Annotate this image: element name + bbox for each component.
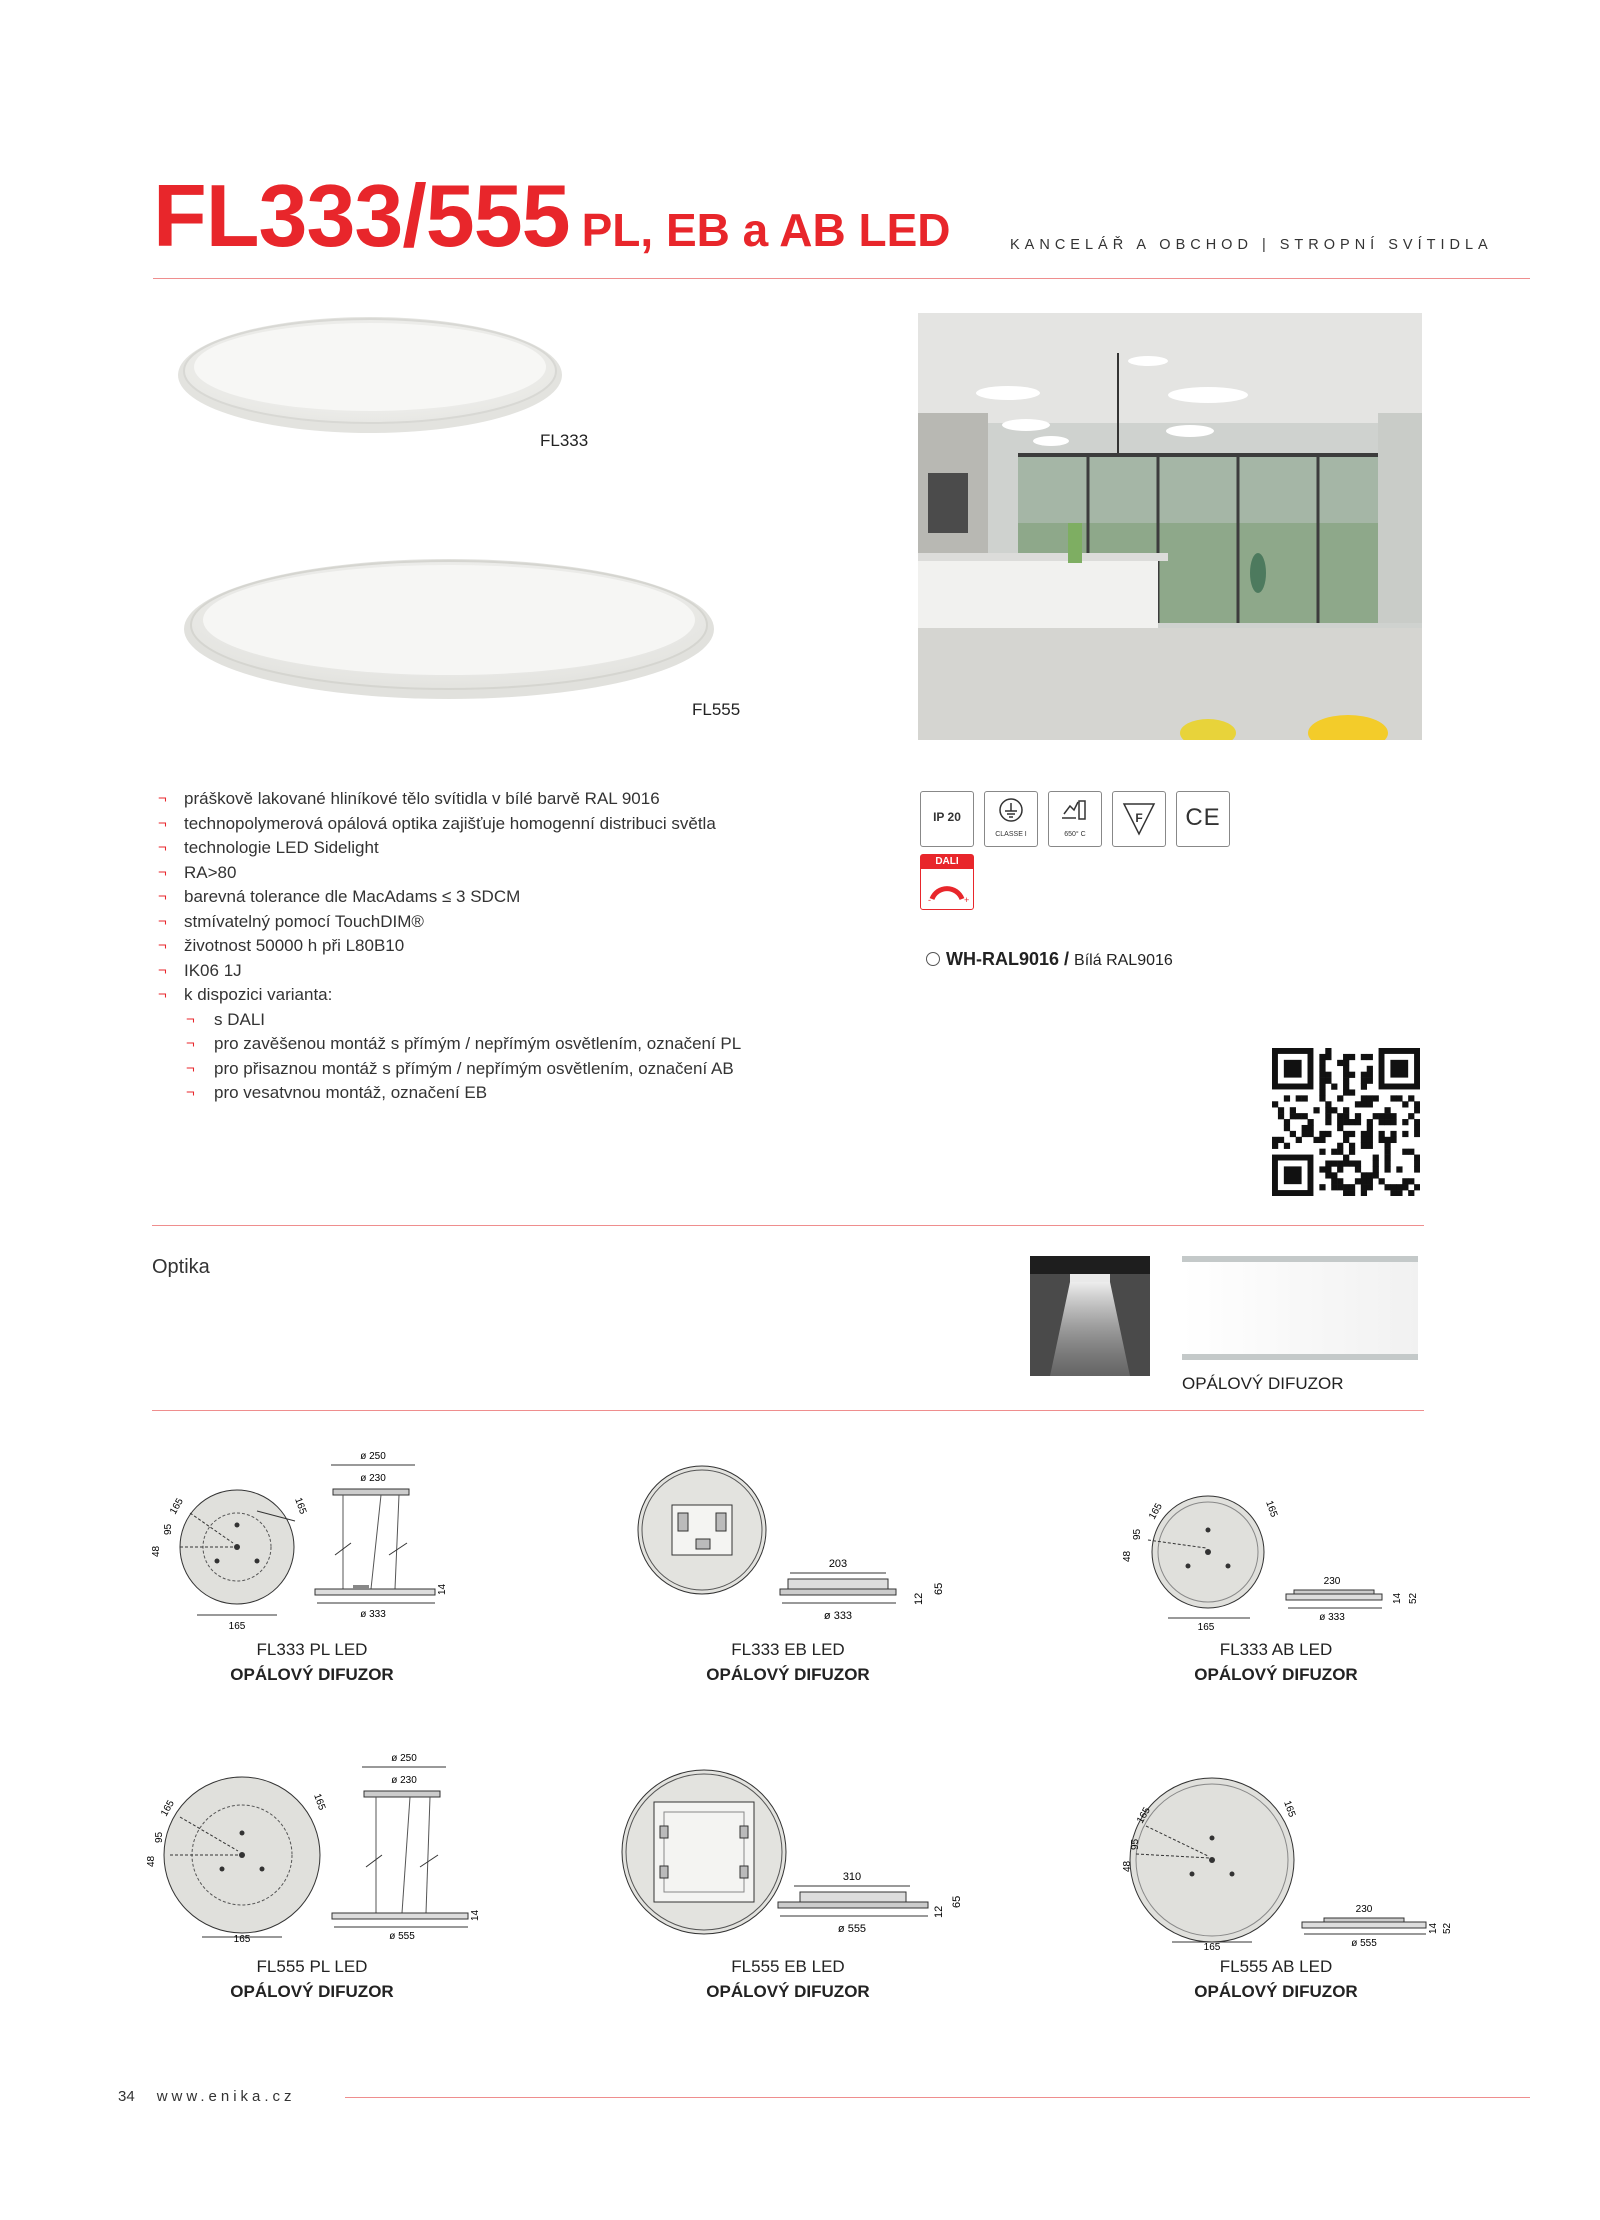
dim-text: ø 555 <box>1351 1938 1377 1949</box>
section-divider <box>152 1410 1424 1411</box>
dim-text: ø 333 <box>360 1609 386 1620</box>
dim-text: 14 <box>1428 1922 1439 1934</box>
feature-item: ¬ životnost 50000 h při L80B10 <box>158 934 741 959</box>
variant-name: Bílá RAL9016 <box>1074 952 1173 969</box>
dim-text: 230 <box>1355 1904 1373 1915</box>
model-name: FL333 PL LED <box>256 1640 368 1659</box>
dim-text: 48 <box>1122 1550 1133 1562</box>
dimming-arc-icon <box>922 869 972 907</box>
ce-icon <box>1176 791 1230 847</box>
feature-item: ¬ technologie LED Sidelight <box>158 836 741 861</box>
features-list <box>158 787 741 1106</box>
f-mark-text: F <box>1135 811 1143 825</box>
dim-text: 310 <box>842 1871 862 1883</box>
dim-text: 95 <box>1130 1838 1141 1850</box>
fl555-label: FL555 <box>692 700 741 719</box>
dali-minus-text: - <box>928 895 931 905</box>
page-title <box>153 166 951 265</box>
dim-text: 52 <box>1408 1592 1419 1604</box>
dim-text: 95 <box>1132 1528 1143 1540</box>
dim-text: 165 <box>1281 1799 1298 1819</box>
dim-text: 48 <box>146 1855 157 1867</box>
interior-photo <box>918 313 1422 740</box>
caption-fl555-eb <box>638 1954 938 2004</box>
optic-name: OPÁLOVÝ DIFUZOR <box>1194 1982 1358 2001</box>
model-name: FL333 AB LED <box>1219 1640 1333 1659</box>
dim-text: 12 <box>913 1592 925 1605</box>
feature-item: ¬ stmívatelný pomocí TouchDIM® <box>158 910 741 935</box>
dim-text: 230 <box>1323 1576 1341 1587</box>
drawing-fl555-eb <box>618 1768 968 1948</box>
dim-text: 14 <box>1392 1592 1403 1604</box>
optics-beam-image <box>1030 1256 1150 1376</box>
dim-text: ø 333 <box>1319 1612 1345 1623</box>
section-divider <box>152 1225 1424 1226</box>
feature-subitem: ¬ pro zavěšenou montáž s přímým / nepřímým osvětlením, označení PL <box>158 1032 741 1057</box>
dim-text: 165 <box>1197 1622 1215 1630</box>
ground-icon <box>986 792 1036 826</box>
dim-text: ø 333 <box>823 1610 853 1622</box>
feature-item: ¬ barevná tolerance dle MacAdams ≤ 3 SDCM <box>158 885 741 910</box>
dim-text: 48 <box>151 1545 162 1557</box>
dim-text: 48 <box>1122 1860 1133 1872</box>
feature-subitem: ¬ pro přisaznou montáž s přímým / nepřímým osvětlením, označení AB <box>158 1057 741 1082</box>
dali-plus-text: + <box>964 895 970 905</box>
dim-text: 165 <box>292 1496 309 1516</box>
dim-text: ø 250 <box>360 1451 386 1462</box>
caption-fl555-pl <box>162 1954 462 2004</box>
glow-temp-text: 650° C <box>1064 831 1086 838</box>
website-link[interactable]: www.enika.cz <box>156 2088 296 2105</box>
optics-heading: Optika <box>152 1256 210 1278</box>
caption-fl555-ab <box>1126 1954 1426 2004</box>
dim-text: 165 <box>233 1934 251 1942</box>
caption-fl333-ab <box>1126 1637 1426 1687</box>
dim-text: 165 <box>159 1798 177 1819</box>
qr-code-icon <box>1272 1048 1420 1196</box>
dali-text: DALI <box>921 855 973 869</box>
optic-name: OPÁLOVÝ DIFUZOR <box>230 1982 394 2001</box>
dim-text: 165 <box>228 1621 246 1630</box>
dim-text: 165 <box>311 1792 328 1812</box>
dim-text: ø 555 <box>837 1923 867 1935</box>
variant-code: WH-RAL9016 / <box>946 949 1070 969</box>
dim-text: 52 <box>1442 1922 1453 1934</box>
dim-text: 12 <box>933 1905 945 1918</box>
drawing-fl555-ab <box>1116 1770 1456 1950</box>
title-model: FL333/555 <box>153 166 570 265</box>
page-number: 34 <box>118 2088 135 2105</box>
category-breadcrumb: KANCELÁŘ A OBCHOD | STROPNÍ SVÍTIDLA <box>1010 237 1493 253</box>
ip20-icon <box>920 791 974 847</box>
glow-wire-icon <box>1048 791 1102 847</box>
dim-text: 165 <box>1147 1501 1165 1522</box>
dim-text: 165 <box>168 1496 186 1517</box>
feature-item: ¬ práškově lakované hliníkové tělo svítidla v bílé barvě RAL 9016 <box>158 787 741 812</box>
fl555-product-image <box>178 555 720 705</box>
classe-text: CLASSE I <box>995 831 1027 838</box>
optic-name: OPÁLOVÝ DIFUZOR <box>230 1665 394 1684</box>
model-name: FL555 AB LED <box>1219 1957 1333 1976</box>
title-variants: PL, EB a AB LED <box>581 204 951 256</box>
header-divider <box>153 278 1530 279</box>
dim-text: ø 250 <box>391 1753 417 1764</box>
ce-text: CE <box>1185 804 1221 831</box>
f-mark-icon <box>1112 791 1166 847</box>
f-triangle-icon <box>1114 792 1164 844</box>
dim-text: 95 <box>163 1523 174 1535</box>
color-variant <box>926 949 1173 970</box>
fl333-product-image <box>170 315 570 445</box>
feature-item: ¬ RA>80 <box>158 861 741 886</box>
feature-item: ¬ IK06 1J <box>158 959 741 984</box>
dim-text: 14 <box>470 1909 481 1921</box>
dim-text: 65 <box>933 1582 945 1595</box>
optic-name: OPÁLOVÝ DIFUZOR <box>1194 1665 1358 1684</box>
feature-subitem: ¬ s DALI <box>158 1008 741 1033</box>
opal-diffuser-image <box>1182 1256 1418 1360</box>
dim-text: 95 <box>154 1831 165 1843</box>
diffuser-label: OPÁLOVÝ DIFUZOR <box>1182 1374 1344 1393</box>
dim-text: 165 <box>1263 1499 1280 1519</box>
footer-divider <box>345 2097 1530 2098</box>
dim-text: 165 <box>1203 1942 1221 1950</box>
model-name: FL333 EB LED <box>731 1640 845 1659</box>
ip-rating-text: IP 20 <box>933 810 961 824</box>
dim-text: 65 <box>951 1895 963 1908</box>
dali-icon <box>920 854 974 910</box>
dim-text: ø 230 <box>391 1775 417 1786</box>
dim-text: 165 <box>1135 1805 1153 1826</box>
drawing-fl555-pl <box>140 1737 485 1942</box>
caption-fl333-eb <box>638 1637 938 1687</box>
feature-item: ¬ k dispozici varianta: <box>158 983 741 1008</box>
footer <box>118 2088 296 2105</box>
class-one-icon <box>984 791 1038 847</box>
caption-fl333-pl <box>162 1637 462 1687</box>
model-name: FL555 EB LED <box>731 1957 845 1976</box>
dim-text: ø 230 <box>360 1473 386 1484</box>
dim-text: ø 555 <box>389 1931 415 1942</box>
drawing-fl333-pl <box>145 1435 465 1630</box>
feature-subitem: ¬ pro vesatvnou montáž, označení EB <box>158 1081 741 1106</box>
dim-text: 14 <box>437 1583 448 1595</box>
glow-wire-symbol-icon <box>1050 792 1100 826</box>
drawing-fl333-ab <box>1110 1470 1430 1630</box>
feature-item: ¬ technopolymerová opálová optika zajišťuje homogenní distribuci světla <box>158 812 741 837</box>
optic-name: OPÁLOVÝ DIFUZOR <box>706 1665 870 1684</box>
radio-circle-icon <box>926 952 940 966</box>
dim-text: 203 <box>828 1558 848 1570</box>
model-name: FL555 PL LED <box>256 1957 368 1976</box>
optic-name: OPÁLOVÝ DIFUZOR <box>706 1982 870 2001</box>
drawing-fl333-eb <box>630 1455 960 1630</box>
fl333-label: FL333 <box>540 431 589 450</box>
